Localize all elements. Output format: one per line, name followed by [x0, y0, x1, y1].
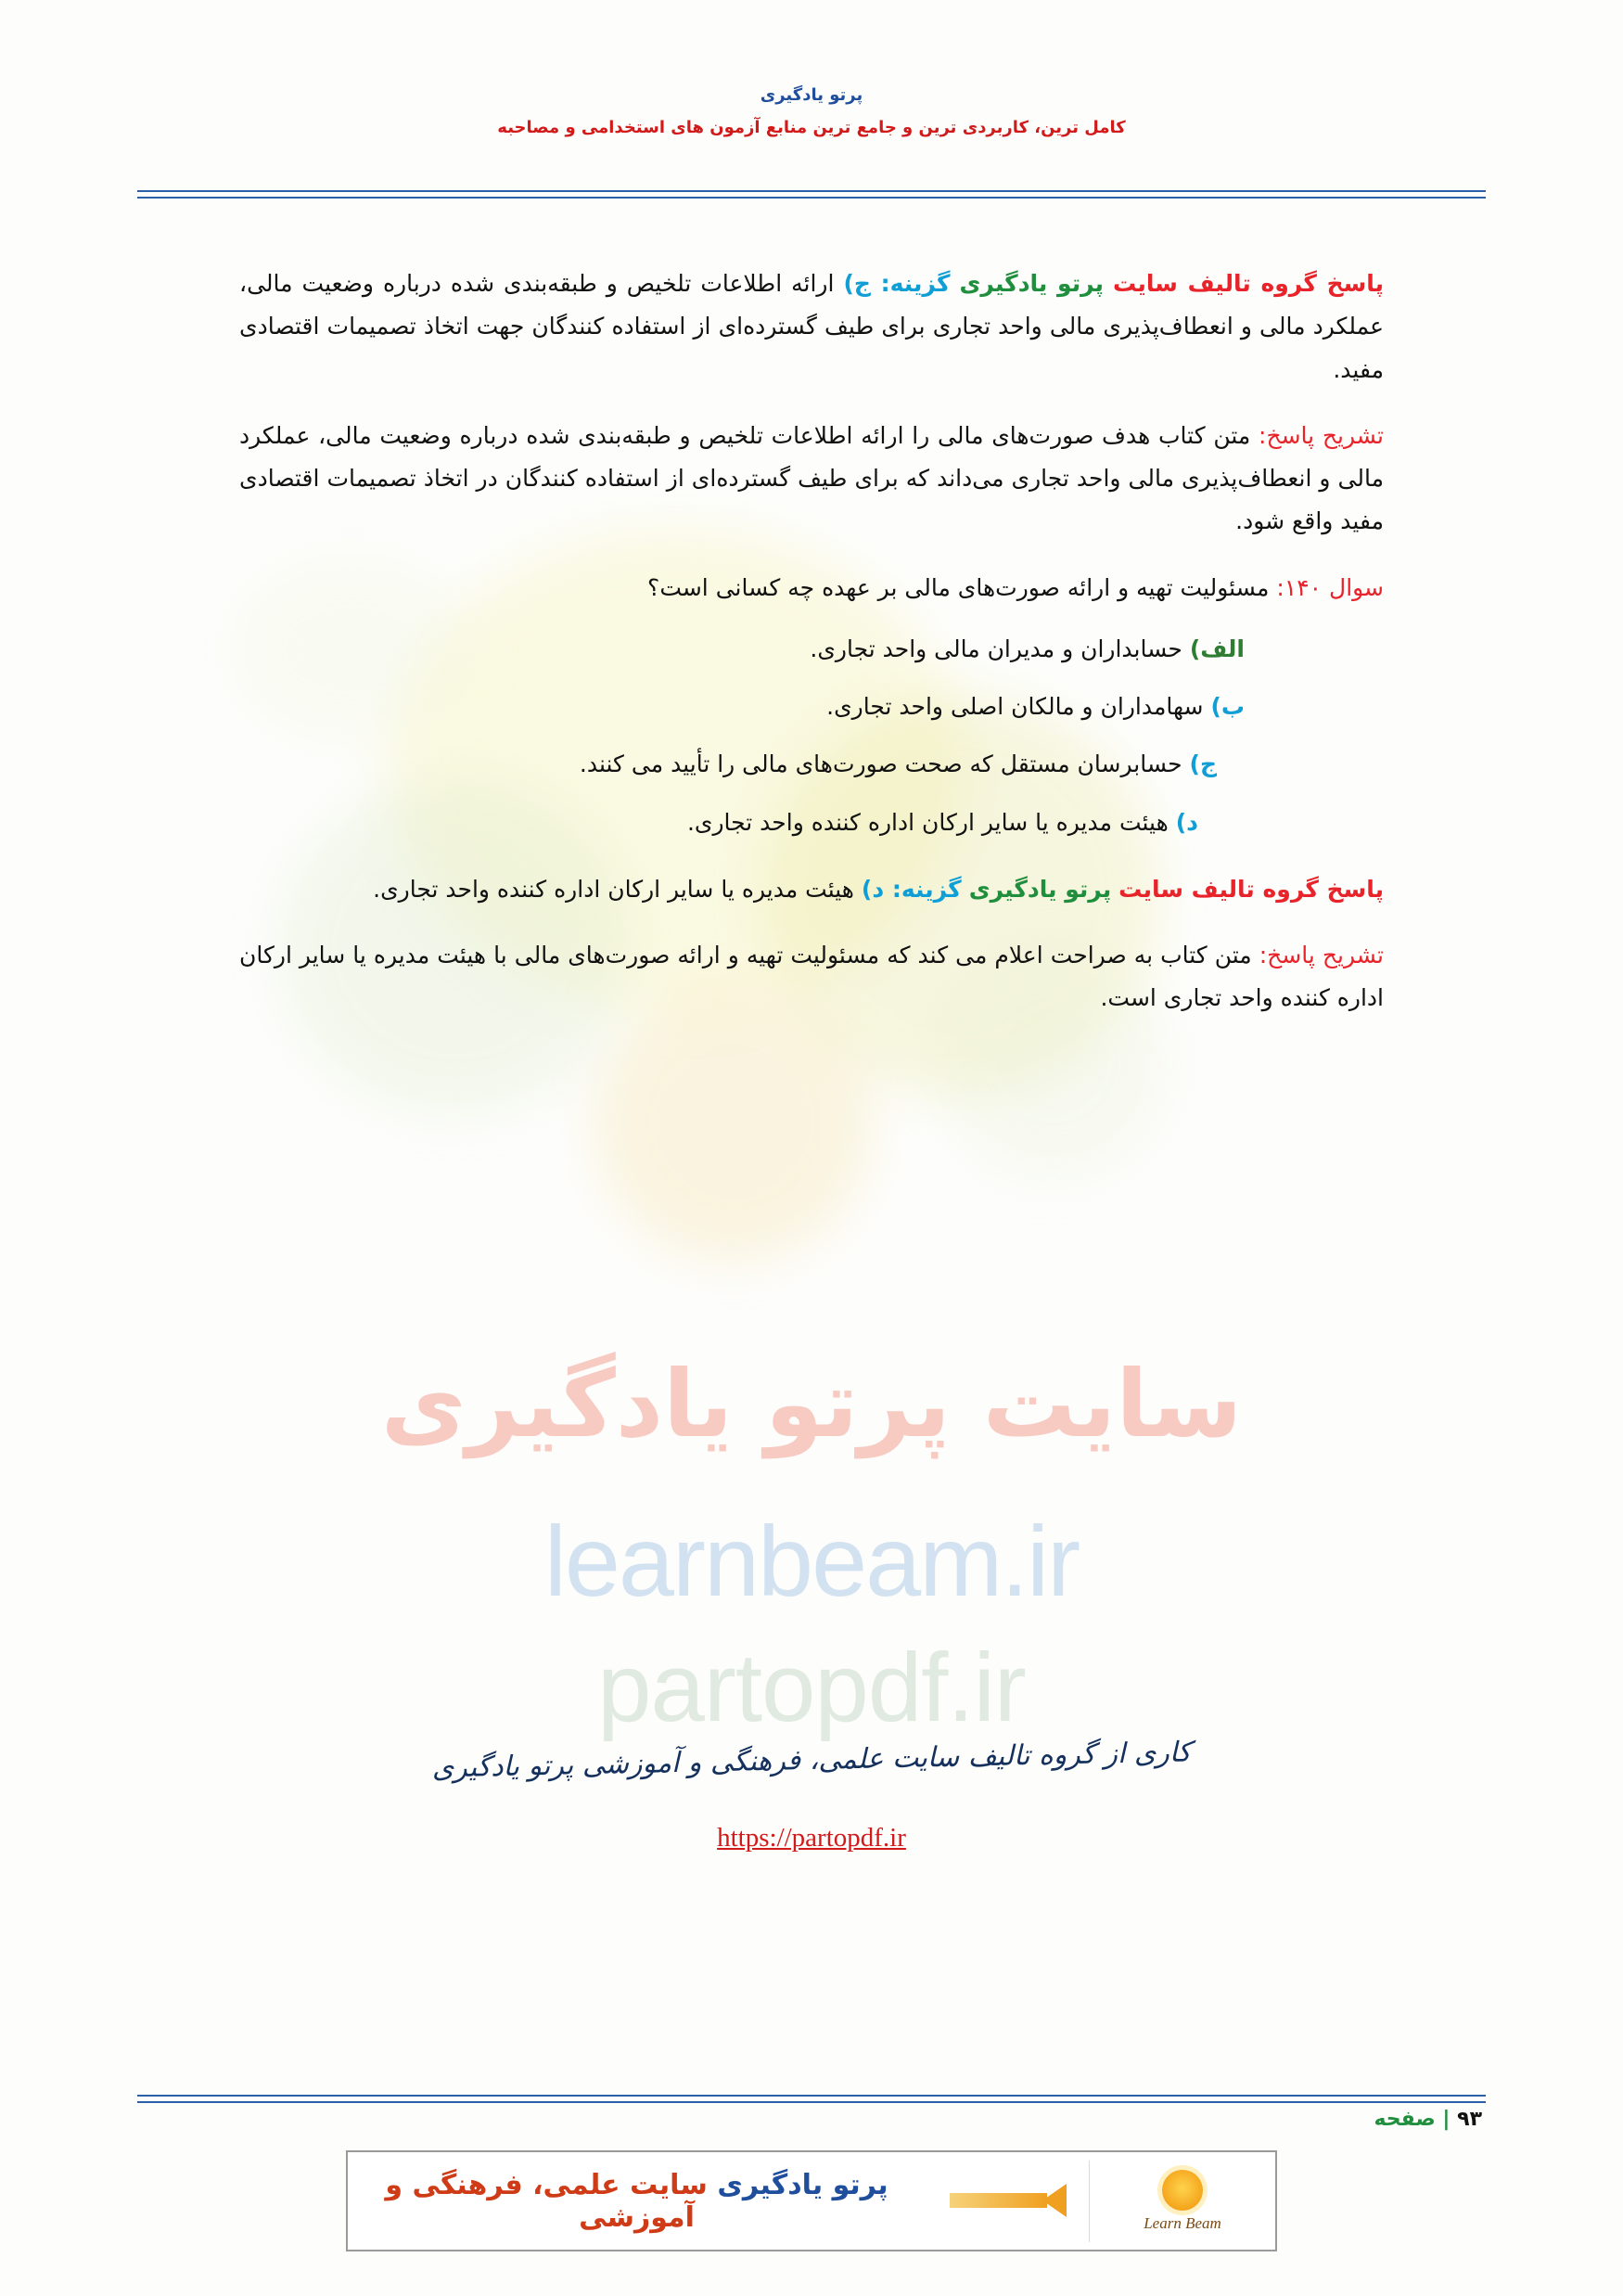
option-key: د) — [1175, 808, 1198, 836]
sun-icon — [1162, 2170, 1203, 2211]
explanation-label: تشریح پاسخ: — [1259, 421, 1384, 449]
logo-text: Learn Beam — [1144, 2213, 1221, 2232]
watermark-partopdf: partopdf.ir — [597, 1634, 1026, 1742]
answer-label: پاسخ گروه تالیف سایت — [1113, 270, 1385, 297]
answer-text: هیئت مدیره یا سایر ارکان اداره کننده واحد تجاری. — [373, 875, 862, 903]
footer-badge — [346, 2150, 1277, 2251]
footer-badge-tagline: سایت علمی، فرهنگی و آموزشی — [385, 2168, 708, 2234]
arrow-tip — [1042, 2184, 1067, 2217]
footer-badge-brand: پرتو یادگیری — [717, 2168, 888, 2201]
header-title: پرتو یادگیری — [760, 85, 863, 105]
option-text: هیئت مدیره یا سایر ارکان اداره کننده واحد تجاری. — [686, 808, 1176, 836]
choice-label: گزینه: د) — [861, 875, 962, 903]
site-label: پرتو یادگیری — [968, 875, 1112, 903]
site-link-container[interactable] — [0, 1823, 1623, 1853]
footer-divider — [137, 2095, 1486, 2103]
choice-label: گزینه: ج) — [843, 270, 951, 297]
explanation-paragraph-2 — [239, 934, 1384, 1020]
watermark-persian: سایت پرتو یادگیری — [380, 1350, 1243, 1458]
arrow-icon — [950, 2180, 1070, 2223]
explanation-label: تشریح پاسخ: — [1259, 942, 1384, 968]
question-text: مسئولیت تهیه و ارائه صورت‌های مالی بر عهده چه کسانی است؟ — [647, 573, 1277, 601]
option-key: ب) — [1210, 693, 1245, 720]
option-text: سهامداران و مالکان اصلی واحد تجاری. — [826, 693, 1211, 720]
option-text: حسابداران و مدیران مالی واحد تجاری. — [810, 635, 1190, 662]
option-alef — [239, 628, 1384, 671]
option-jim — [239, 743, 1384, 786]
answer-label: پاسخ گروه تالیف سایت — [1118, 875, 1384, 903]
page-number-value: ۹۳ — [1457, 2108, 1482, 2131]
question-paragraph — [239, 567, 1384, 609]
site-label: پرتو یادگیری — [959, 270, 1105, 297]
header-subtitle: کامل ترین، کاربردی ترین و جامع ترین منابع آزمون های استخدامی و مصاحبه — [497, 118, 1126, 137]
answer-paragraph-1 — [239, 263, 1384, 391]
option-key: الف) — [1189, 635, 1245, 662]
question-label: سوال ۱۴۰: — [1276, 573, 1384, 601]
page-number-label: صفحه — [1374, 2108, 1436, 2131]
watermark-learnbeam: learnbeam.ir — [543, 1505, 1080, 1617]
answer-text: ارائه اطلاعات تلخیص و طبقه‌بندی شده درباره وضعیت مالی، عملکرد مالی و انعطاف‌پذیری مالی واحد تجاری برای طیف گسترده‌ای از استفاده کنندگان جهت اتخاذ تصمیمات اقتصادی مفید. — [239, 270, 1384, 383]
explanation-paragraph-1 — [239, 415, 1384, 544]
option-be — [239, 686, 1384, 728]
page-header — [139, 85, 1484, 137]
option-key: ج) — [1189, 750, 1217, 778]
explanation-text: متن کتاب هدف صورت‌های مالی را ارائه اطلاعات تلخیص و طبقه‌بندی شده درباره وضعیت مالی، عملکرد مالی و انعطاف‌پذیری مالی واحد تجاری می‌داند که برای طیف گسترده‌ای از استفاده کنندگان در اتخاذ تصمیمات اقتصادی مفید واقع شود. — [239, 421, 1384, 535]
explanation-text: متن کتاب به صراحت اعلام می کند که مسئولیت تهیه و ارائه صورت‌های مالی با هیئت مدیره یا سایر ارکان اداره کننده واحد تجاری است. — [239, 942, 1384, 1012]
page-number-separator: | — [1442, 2108, 1450, 2131]
page-number — [1374, 2108, 1482, 2131]
document-body — [239, 239, 1384, 1041]
signature-text: کاری از گروه تالیف سایت علمی، فرهنگی و آموزشی پرتو یادگیری — [431, 1736, 1192, 1785]
site-link[interactable]: https://partopdf.ir — [717, 1823, 906, 1853]
option-dal — [239, 802, 1384, 844]
learnbeam-logo — [1089, 2161, 1275, 2242]
footer-badge-text — [348, 2169, 944, 2234]
answer-paragraph-2 — [239, 868, 1384, 911]
arrow-bar — [950, 2193, 1047, 2208]
option-text: حسابرسان مستقل که صحت صورت‌های مالی را تأیید می کنند. — [579, 750, 1190, 778]
header-divider — [137, 190, 1486, 199]
